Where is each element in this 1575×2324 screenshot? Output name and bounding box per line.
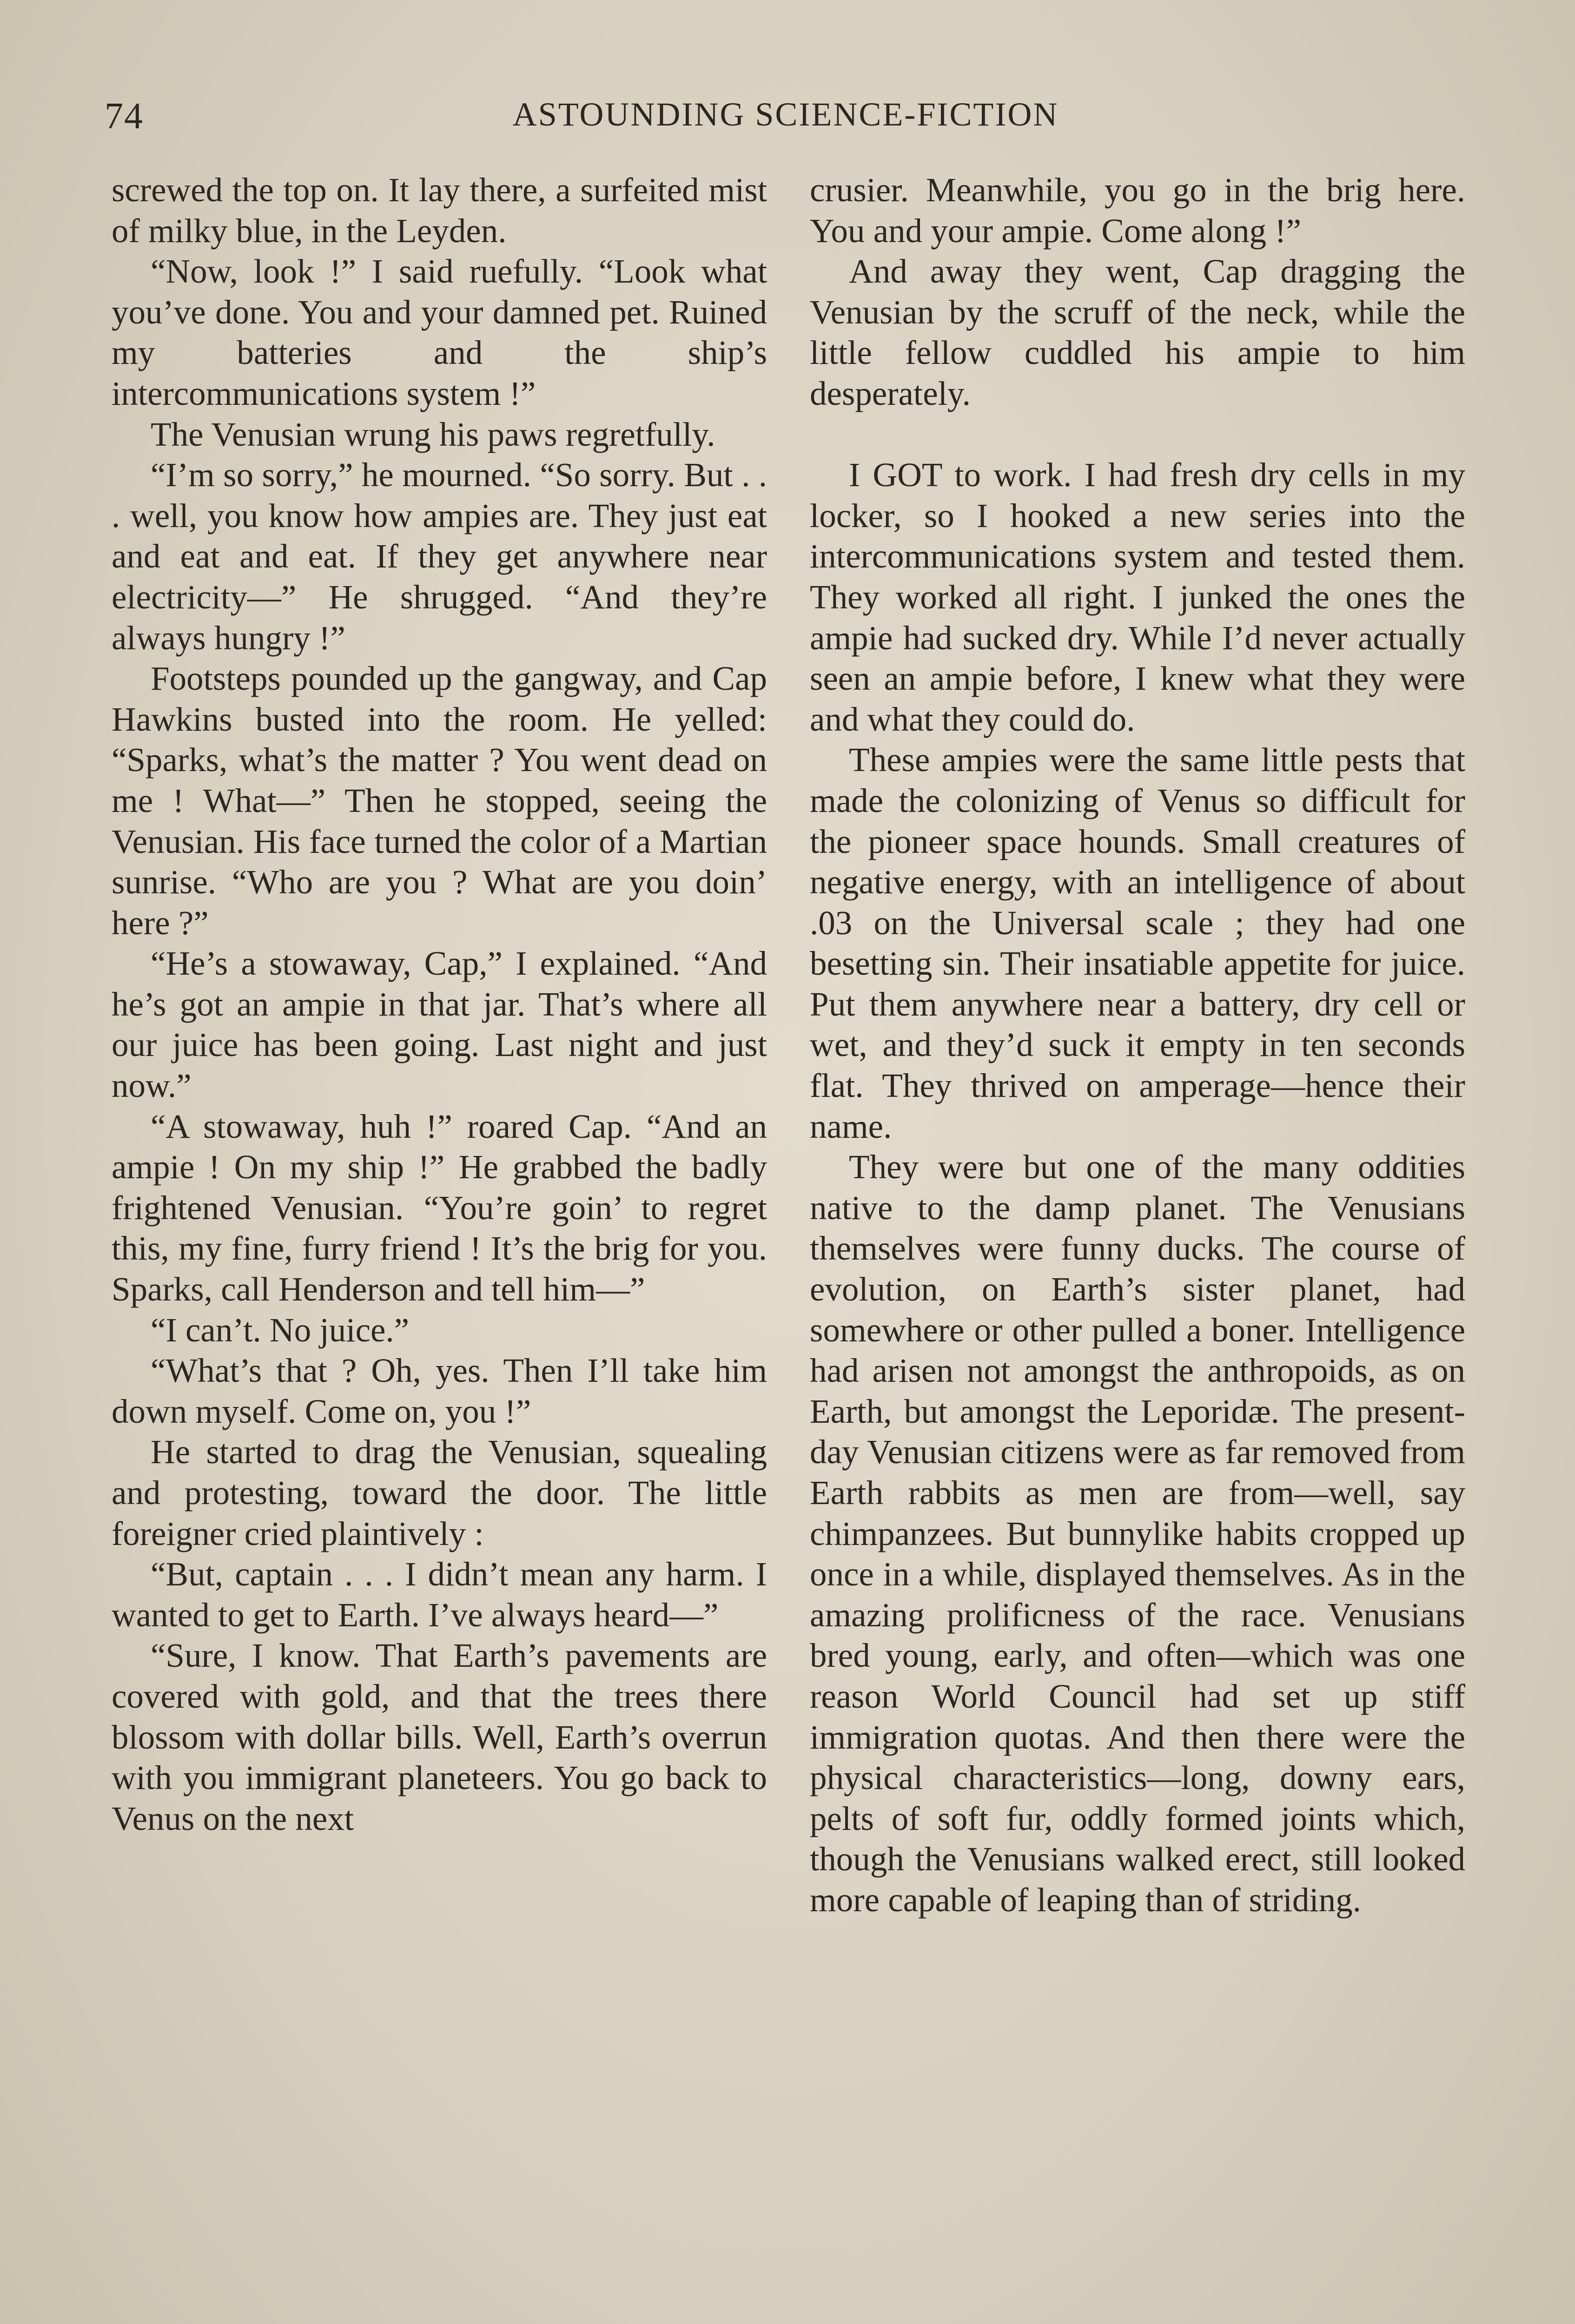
paragraph: The Venusian wrung his paws regretfully. xyxy=(151,415,715,453)
paragraph: These ampies were the same little pests that made the colonizing of Venus so difficult for the pioneer space hounds. Small creatures of negative energy, with an intelligence of about .03 on the Universal scale ; they had one besetting sin. Their insatiable appetite for juice. Put them anywhere near a battery, dry cell or wet, and they’d suck it empty in ten seconds flat. They thrived on amperage—hence their name. xyxy=(810,741,1465,1145)
paragraph: “But, captain . . . I didn’t mean any harm. I wanted to get to Earth. I’ve always heard—” xyxy=(112,1555,767,1634)
paragraph: “What’s that ? Oh, yes. Then I’ll take him down myself. Come on, you !” xyxy=(112,1352,767,1430)
paragraph: He started to drag the Venusian, squealing and protesting, toward the door. The little foreigner cried plaintively : xyxy=(112,1433,767,1552)
paragraph: “He’s a stowaway, Cap,” I explained. “And he’s got an ampie in that jar. That’s where all our juice has been going. Last night and just now.” xyxy=(112,944,767,1105)
paragraph: crusier. Meanwhile, you go in the brig here. You and your ampie. Come along !” xyxy=(810,171,1465,250)
paragraph: And away they went, Cap dragging the Venusian by the scruff of the neck, while the little fellow cuddled his ampie to him desperately. xyxy=(810,252,1465,412)
page-number: 74 xyxy=(105,96,144,137)
right-column xyxy=(810,170,1465,1921)
paragraph: “I’m so sorry,” he mourned. “So sorry. But . . . well, you know how ampies are. They just eat and eat and eat. If they get anywhere near electricity—” He shrugged. “And they’re always hungry !” xyxy=(112,456,767,657)
paragraph: “A stowaway, huh !” roared Cap. “And an ampie ! On my ship !” He grabbed the badly frightened Venusian. “You’re goin’ to regret this, my fine, furry friend ! It’s the brig for you. Sparks, call Henderson and tell him—” xyxy=(112,1107,767,1308)
paragraph: “Sure, I know. That Earth’s pavements are covered with gold, and that the trees there blossom with dollar bills. Well, Earth’s overrun with you immigrant planeteers. You go back to Venus on the next xyxy=(112,1637,767,1837)
paragraph: screwed the top on. It lay there, a surfeited mist of milky blue, in the Leyden. xyxy=(112,171,767,250)
section-break-paragraph: I GOT to work. I had fresh dry cells in my locker, so I hooked a new series into the intercommunications system and tested them. They worked all right. I junked the ones the ampie had sucked dry. While I’d never actually seen an ampie before, I knew what they were and what they could do. xyxy=(810,456,1465,738)
paragraph: They were but one of the many oddities native to the damp planet. The Venusians themselves were funny ducks. The course of evolution, on Earth’s sister planet, had somewhere or other pulled a boner. Intelligence had arisen not amongst the anthropoids, as on Earth, but amongst the Leporidæ. The present-day Venusian citizens were as far removed from Earth rabbits as men are from—well, say chimpanzees. But bunnylike habits cropped up once in a while, displayed themselves. As in the amazing prolificness of the race. Venusians bred young, early, and often—which was one reason World Council had set up stiff immigration quotas. And then there were the physical characteristics—long, downy ears, pelts of soft fur, oddly formed joints which, though the Venusians walked erect, still looked more capable of leaping than of striding. xyxy=(810,1148,1465,1919)
paragraph: “I can’t. No juice.” xyxy=(151,1311,410,1349)
paragraph: “Now, look !” I said ruefully. “Look what you’ve done. You and your damned pet. Ruined my batteries and the ship’s intercommunications system !” xyxy=(112,252,767,412)
running-head: ASTOUNDING SCIENCE-FICTION xyxy=(512,96,1059,133)
paragraph: Footsteps pounded up the gangway, and Cap Hawkins busted into the room. He yelled: “Sparks, what’s the matter ? You went dead on me ! What—” Then he stopped, seeing the Venusian. His face turned the color of a Martian sunrise. “Who are you ? What are you doin’ here ?” xyxy=(112,660,767,942)
left-column xyxy=(112,170,767,1839)
